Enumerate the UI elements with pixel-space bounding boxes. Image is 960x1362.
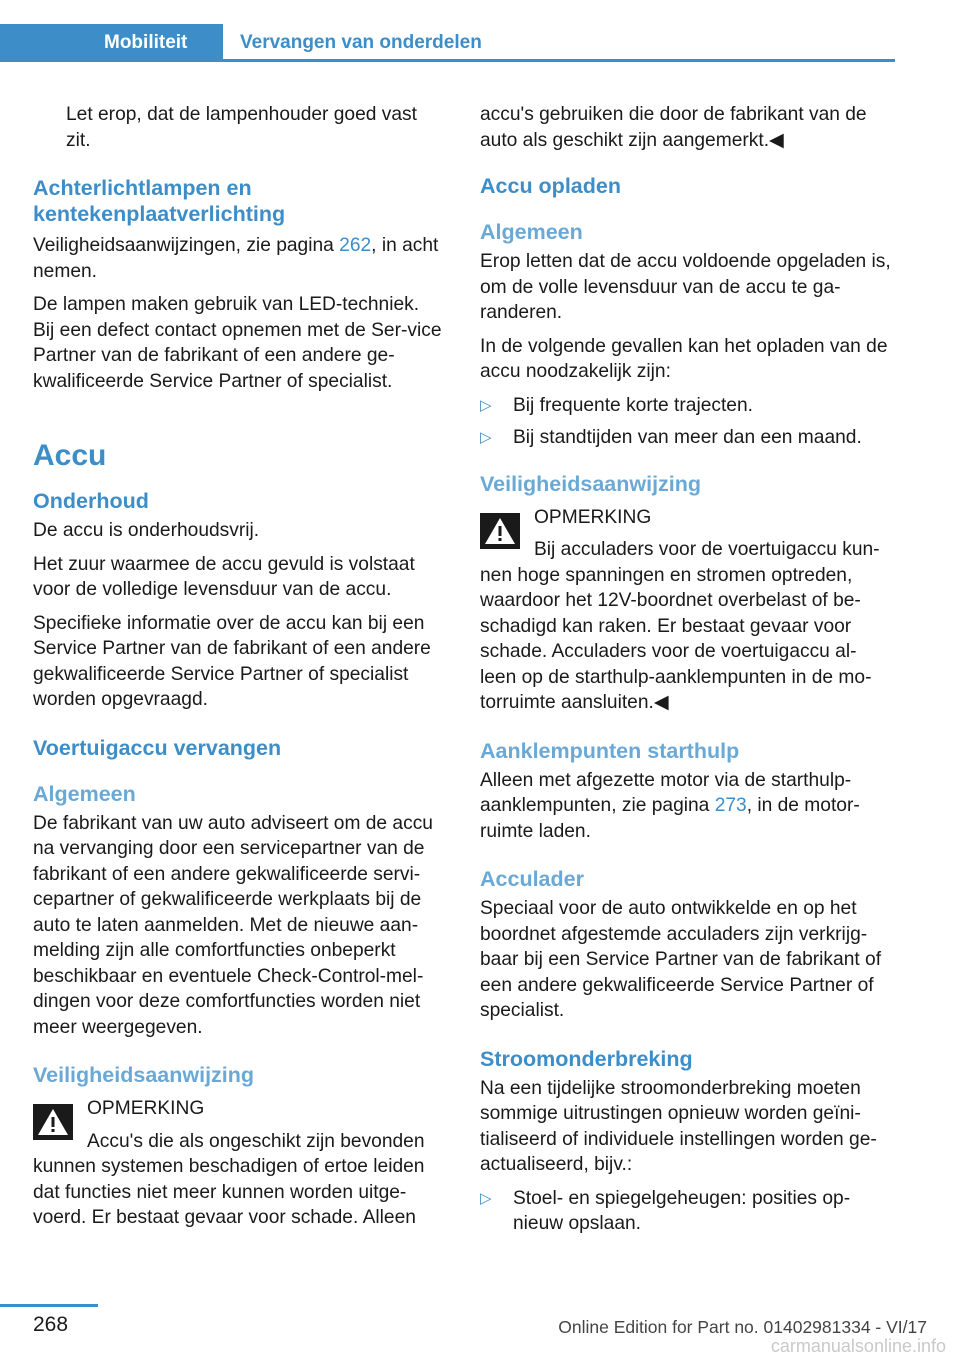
- heading-acculader: Acculader: [480, 867, 584, 891]
- bullet-triangle-icon: ▷: [480, 396, 492, 414]
- heading-accu-opladen: Accu opladen: [480, 174, 621, 198]
- intro-paragraph: Let erop, dat de lampenhouder goed vast zit.: [66, 104, 417, 151]
- heading-onderhoud: Onderhoud: [33, 489, 149, 513]
- heading-aanklempunten: Aanklempunten starthulp: [480, 738, 740, 763]
- onderhoud-p1: De accu is onderhoudsvrij.: [33, 520, 260, 541]
- opladen-p1: Erop letten dat de accu voldoende opgeladen is, om de volle levensduur van de accu te ga‐randeren.: [480, 251, 891, 323]
- algemeen-paragraph: De fabrikant van uw auto adviseert om de accu na vervanging door een servicepartner van de fabrikant of een andere gekwalificeerde servi‐cepartner of gekwalificeerde werkplaats bij de auto te laten aanmelden. Met de nieuwe aan‐melding zijn alle comfortfuncties onbeperkt beschikbaar en eventuele Check-Control-mel‐dingen voor deze comfortfuncties worden niet meer weergegeven.: [33, 812, 433, 1038]
- chapter-title: Vervangen van onderdelen: [240, 32, 482, 53]
- heading-veiligheid-right: Veiligheidsaanwijzing: [480, 471, 702, 496]
- aanklem-paragraph: Alleen met afgezette motor via de starthulp-aanklempunten, zie pagina 273, in de motor‐ruimte laden.: [480, 769, 860, 842]
- heading-voertuigaccu: Voertuigaccu vervangen: [33, 735, 282, 760]
- list-item: ▷ Bij frequente korte trajecten.: [480, 393, 892, 419]
- bullet-triangle-icon: ▷: [480, 429, 492, 446]
- onderhoud-p2: Het zuur waarmee de accu gevuld is volstaat voor de volledige levensduur van de accu.: [33, 553, 415, 600]
- page-number: 268: [33, 1313, 69, 1336]
- warning-icon: [33, 1104, 73, 1140]
- list-item: ▷ Bij standtijden van meer dan een maand.: [480, 425, 892, 451]
- led-paragraph: De lampen maken gebruik van LED-techniek. Bij een defect contact opnemen met de Ser‐vice Partner van de fabrikant of een andere ge‐kwalificeerde Service Partner of specialist.: [33, 294, 442, 392]
- heading-algemeen-left: Algemeen: [33, 781, 136, 806]
- warning-label: OPMERKING: [87, 1098, 205, 1119]
- acculader-paragraph: Speciaal voor de auto ontwikkelde en op het boordnet afgestemde acculaders zijn verkrijg‐baar bij een Service Partner van de fabrikant of een andere gekwalificeerde Service Partner of specialist.: [480, 898, 882, 1021]
- warning-text: nen hoge spanningen en stromen optreden, waardoor het 12V-boordnet overbelast of be‐schadigd kan raken. Er bestaat gevaar voor schade. Acculaders voor de voertuigaccu al‐leen op de starthulp-aanklempunten in de mo‐torruimte aansluiten.◀: [480, 564, 872, 713]
- safety-paragraph: Veiligheidsaanwijzingen, zie pagina 262, in acht nemen.: [33, 235, 439, 282]
- warning-first-line: Bij acculaders voor de voertuigaccu kun‐: [534, 539, 880, 560]
- edition-note: Online Edition for Part no. 01402981334 - VI/17: [558, 1317, 927, 1337]
- page-link-262[interactable]: 262: [339, 235, 372, 256]
- heading-accu: Accu: [33, 439, 107, 472]
- heading-stroomonderbreking: Stroomonderbreking: [480, 1046, 693, 1071]
- stroom-paragraph: Na een tijdelijke stroomonderbreking moeten sommige uitrustingen opnieuw worden geïni‐tialiseerd of individuele instellingen worden ge‐actualiseerd, bijv.:: [480, 1077, 877, 1175]
- page-link-273[interactable]: 273: [714, 795, 747, 816]
- bullet-list-opladen: [480, 393, 892, 451]
- continued-paragraph: accu's gebruiken die door de fabrikant van de auto als geschikt zijn aangemerkt.◀: [480, 104, 867, 151]
- bullet-triangle-icon: ▷: [480, 1189, 492, 1207]
- opladen-p2: In de volgende gevallen kan het opladen van de accu noodzakelijk zijn:: [480, 335, 888, 382]
- footer-rule: [0, 1304, 98, 1307]
- header-tabbar: [0, 24, 895, 62]
- warning-text: kunnen systemen beschadigen of ertoe leiden dat functies niet meer kunnen worden uitge‐voerd. Er bestaat gevaar voor schade. Alleen: [33, 1156, 425, 1228]
- heading-algemeen-right: Algemeen: [480, 220, 583, 244]
- heading-achterlicht: Achterlichtlampen en kentekenplaatverlichting: [33, 176, 286, 226]
- warning-block-right: [480, 505, 892, 716]
- warning-label: OPMERKING: [534, 506, 652, 528]
- right-column: [480, 102, 892, 1245]
- left-column: [33, 102, 445, 1231]
- heading-veiligheid-left: Veiligheidsaanwijzing: [33, 1063, 255, 1087]
- warning-first-line: Accu's die als ongeschikt zijn bevonden: [87, 1130, 425, 1152]
- onderhoud-p3: Specifieke informatie over de accu kan bij een Service Partner van de fabrikant of een andere gekwalificeerde Service Partner of specialist worden opgevraagd.: [33, 612, 431, 710]
- watermark: carmanualsonline.info: [770, 1336, 946, 1356]
- section-tab: Mobiliteit: [0, 24, 223, 62]
- warning-block-left: [33, 1096, 445, 1231]
- header-rule: [223, 59, 895, 62]
- warning-icon: [480, 513, 520, 549]
- bullet-list-stroom: [480, 1186, 892, 1237]
- list-item: ▷ Stoel- en spiegelgeheugen: posities op‐nieuw opslaan.: [480, 1187, 851, 1234]
